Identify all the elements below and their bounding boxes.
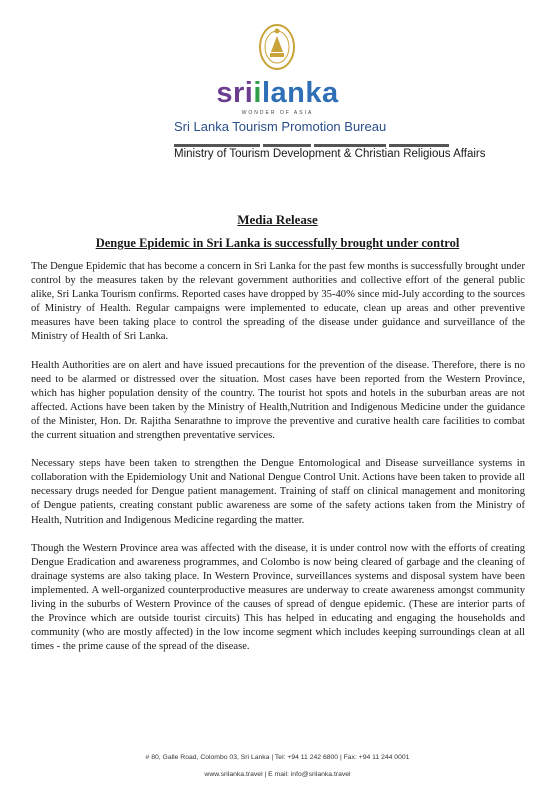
logo-tagline: WONDER OF ASIA <box>241 110 314 116</box>
national-emblem-icon <box>257 22 297 72</box>
sinhala-tamil-name-line <box>174 136 474 145</box>
logo-leaf-icon: i <box>253 77 262 109</box>
body-paragraph: Necessary steps have been taken to strengthen the Dengue Entomological and Disease surveillance systems in collaboration with the Epidemiology Unit and National Dengue Control Unit. Actions have been taken to provide all necessary drugs needed for Dengue patient management. Training of staff on clinical management and monitoring of Dengue patients, creating constant public awareness are some of the safety actions taken from the Ministry of Health, Nutrition and Indigenous Medicine regarding the matter. <box>31 458 525 526</box>
logo-text-sri: sri <box>216 77 254 109</box>
logo-text-lanka: lanka <box>261 77 339 109</box>
body-paragraph: The Dengue Epidemic that has become a concern in Sri Lanka for the past few months is successfully brought under control by the measures taken by the relevant government authorities and collective effort of the general public alike, Sri Lanka Tourism confirms. Reported cases have dropped by 35-40% since mid-July according to the sources of Ministry of Health. Regular campaigns were implemented to educate, clean up areas and other preventive measures have been taking place to control the spreading of the disease under guidance and surveillance of the Ministry of Health of Sri Lanka. <box>31 261 525 343</box>
release-heading: Dengue Epidemic in Sri Lanka is successfully brought under control <box>95 236 460 250</box>
body-paragraph: Though the Western Province area was affected with the disease, it is under control now with the efforts of creating Dengue Eradication and awareness programmes, and Colombo is now being cleared of garbage and the cleaning of drainage systems are also taking place. In Western Province, surveillances systems and disposal system have been implemented. A well-organized counterproductive measures are underway to create awareness amongst community living in the suburbs of Western Province of the causes of spread of dengue epidemic. (These are interior parts of the Province which are outside tourist circuits) This has helped in educating and engaging the households and community (who are mostly affected) in the low income segment which includes keeping surroundings clean at all times - the prime cause of the spread of the disease. <box>31 542 525 653</box>
release-title: Media Release <box>237 212 318 227</box>
footer-address: # 80, Galle Road, Colombo 03, Sri Lanka | Tel: +94 11 242 6800 | Fax: +94 11 244 0001 <box>145 754 410 761</box>
srilanka-logo <box>0 78 555 108</box>
release-body <box>31 260 525 668</box>
body-paragraph: Health Authorities are on alert and have issued precautions for the prevention of the disease. Therefore, there is no need to be alarmed or distressed over the situation. Most cases have been reported from the Western Province, which has higher population density of the country. The tourist hot spots and hotels in the suburban areas are not affected. Actions have been taken by the Ministry of Health,Nutrition and Indigenous Medicine under the guidance of the Minister, Hon. Dr. Rajitha Senarathne to improve the preventive and curative health care facilities to combat the current situation and strengthen preventative services. <box>31 359 525 442</box>
footer-web: www.srilanka.travel | E mail: info@srilanka.travel <box>204 771 351 778</box>
bureau-name: Sri Lanka Tourism Promotion Bureau <box>174 119 387 134</box>
ministry-name: Ministry of Tourism Development & Christian Religious Affairs <box>174 148 486 160</box>
